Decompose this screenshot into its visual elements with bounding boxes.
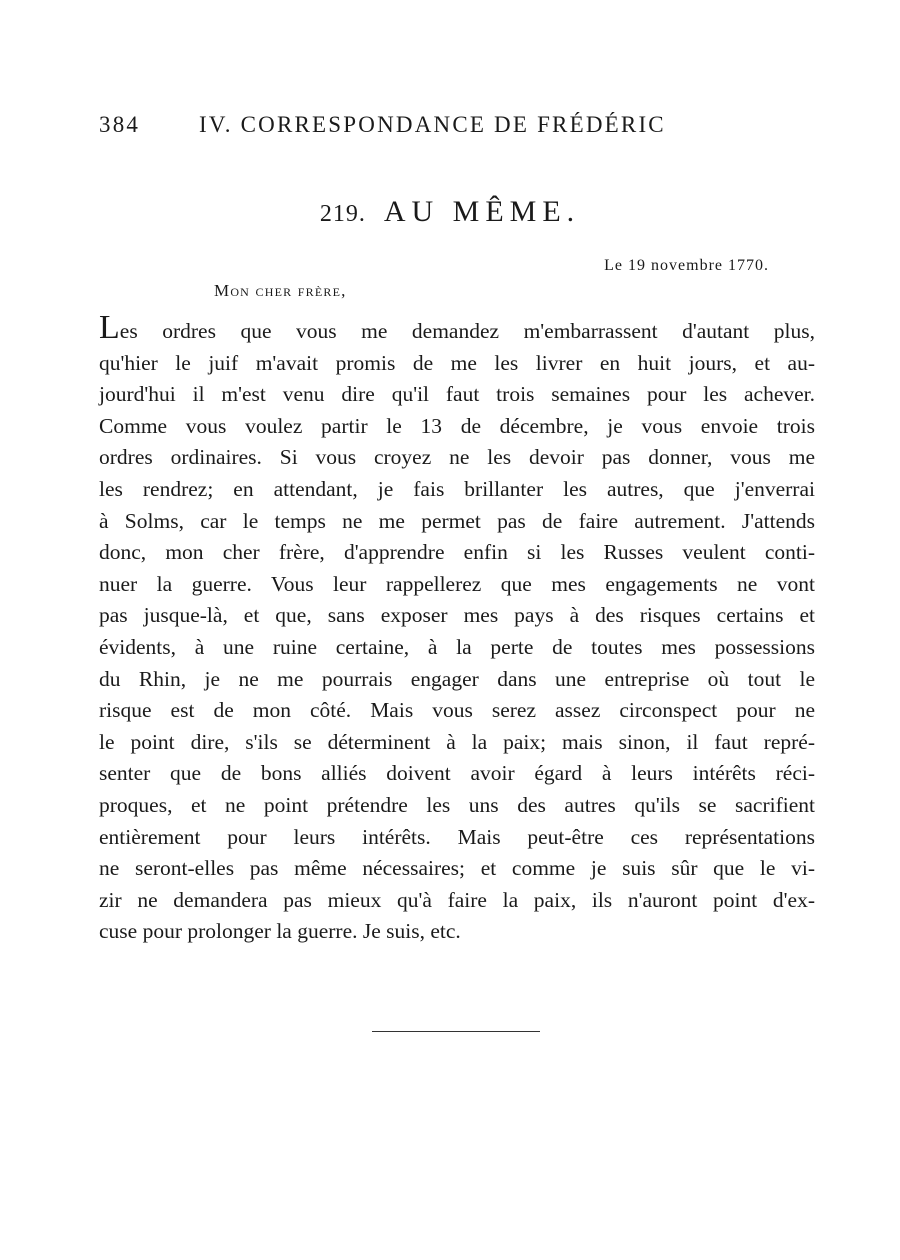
body-line: qu'hier le juif m'avait promis de me les livrer en huit jours, et au- xyxy=(99,350,815,375)
letter-title: AU MÊME. xyxy=(383,195,581,228)
body-line: le point dire, s'ils se déterminent à la paix; mais sinon, il faut repré- xyxy=(99,729,815,754)
body-line: ordres ordinaires. Si vous croyez ne les devoir pas donner, vous me xyxy=(99,445,815,470)
letter-date: Le 19 novembre 1770. xyxy=(604,257,769,274)
body-line: senter que de bons alliés doivent avoir égard à leurs intérêts réci- xyxy=(99,761,815,786)
salutation: Mon cher frère, xyxy=(214,281,347,300)
body-line: évidents, à une ruine certaine, à la perte de toutes mes possessions xyxy=(99,634,815,659)
body-line: Comme vous voulez partir le 13 de décembre, je vous envoie trois xyxy=(99,413,815,438)
body-line: risque est de mon côté. Mais vous serez assez circonspect pour ne xyxy=(99,698,815,723)
drop-cap: L xyxy=(99,309,120,346)
body-line: les rendrez; en attendant, je fais brillanter les autres, que j'enverrai xyxy=(99,476,815,501)
page-number: 384 xyxy=(99,112,141,137)
body-line: cuse pour prolonger la guerre. Je suis, etc. xyxy=(99,919,461,944)
letter-heading xyxy=(0,195,900,229)
body-line: ne seront-elles pas même nécessaires; et comme je suis sûr que le vi- xyxy=(99,856,815,881)
letter-body xyxy=(99,309,815,948)
body-line: jourd'hui il m'est venu dire qu'il faut trois semaines pour les achever. xyxy=(99,382,815,407)
letter-number: 219. xyxy=(319,201,366,227)
closing-rule xyxy=(372,1031,540,1032)
running-title: IV. CORRESPONDANCE DE FRÉDÉRIC xyxy=(199,112,666,137)
body-line: pas jusque-là, et que, sans exposer mes pays à des risques certains et xyxy=(99,603,815,628)
running-header xyxy=(99,112,739,146)
body-line: du Rhin, je ne me pourrais engager dans une entreprise où tout le xyxy=(99,666,815,691)
body-line: Les ordres que vous me demandez m'embarrassent d'autant plus, xyxy=(99,309,815,346)
body-line: entièrement pour leurs intérêts. Mais peut-être ces représentations xyxy=(99,824,815,849)
body-line: zir ne demandera pas mieux qu'à faire la paix, ils n'auront point d'ex- xyxy=(99,887,815,912)
body-line: donc, mon cher frère, d'apprendre enfin si les Russes veulent conti- xyxy=(99,540,815,565)
body-line: à Solms, car le temps ne me permet pas de faire autrement. J'attends xyxy=(99,508,815,533)
body-line: nuer la guerre. Vous leur rappellerez que mes engagements ne vont xyxy=(99,571,815,596)
body-line: proques, et ne point prétendre les uns des autres qu'ils se sacrifient xyxy=(99,792,815,817)
